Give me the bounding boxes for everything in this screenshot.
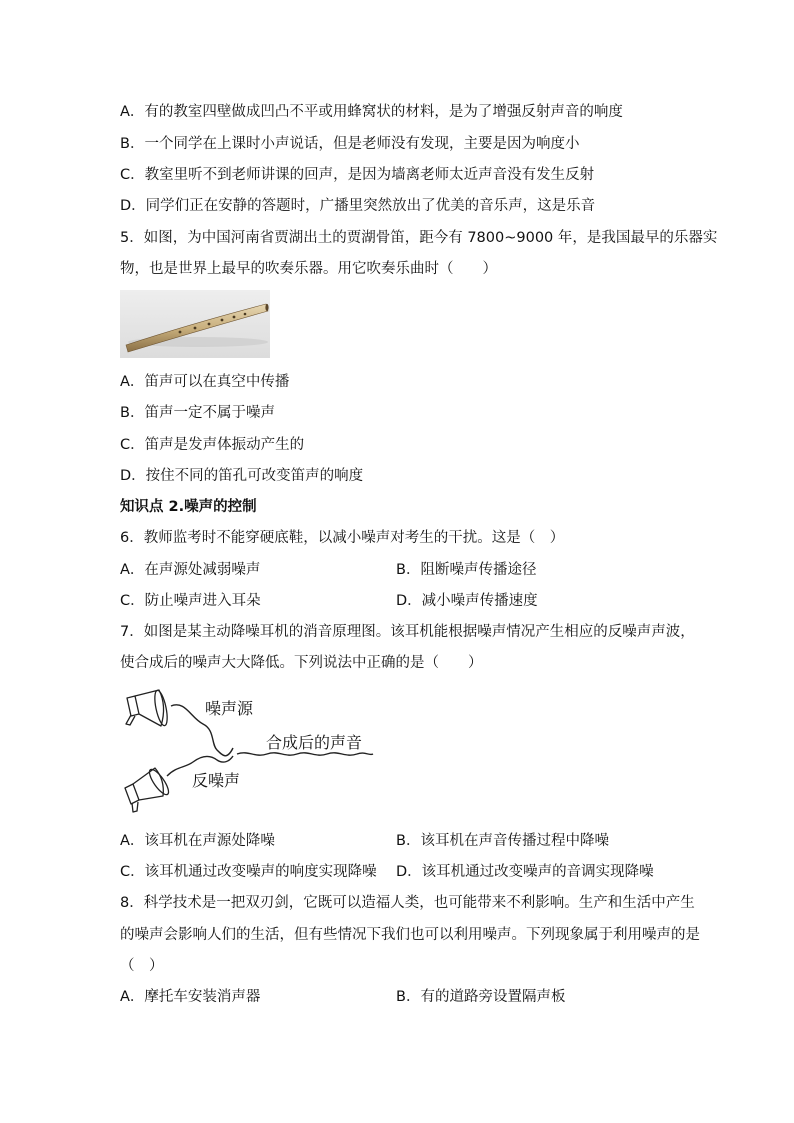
q4-option-a: A．有的教室四壁做成凹凸不平或用蜂窝状的材料，是为了增强反射声音的响度 (120, 104, 623, 120)
anti-noise-speaker-icon (125, 767, 172, 812)
noise-source-speaker-icon (126, 689, 170, 726)
bone-flute-illustration (120, 290, 270, 358)
q5-stem-line2: 物，也是世界上最早的吹奏乐器。用它吹奏乐曲时（ ） (120, 261, 497, 277)
q6-stem: 6．教师监考时不能穿硬底鞋，以减小噪声对考生的干扰。这是（ ） (120, 530, 565, 546)
combined-sound-label: 合成后的声音 (266, 733, 363, 752)
q8-stem-line3: （ ） (120, 958, 164, 974)
q5-option-d: D．按住不同的笛孔可改变笛声的响度 (120, 468, 364, 484)
q7-option-a: A．该耳机在声源处降噪 (120, 833, 275, 849)
q6-option-d: D．减小噪声传播速度 (396, 593, 538, 609)
q7-stem-line1: 7．如图是某主动降噪耳机的消音原理图。该耳机能根据噪声情况产生相应的反噪声声波， (120, 624, 695, 640)
noise-cancel-diagram (115, 684, 385, 820)
q7-option-b: B．该耳机在声音传播过程中降噪 (396, 833, 609, 849)
q7-stem-line2: 使合成后的噪声大大降低。下列说法中正确的是（ ） (120, 655, 483, 671)
q4-option-c: C．教室里听不到老师讲课的回声，是因为墙离老师太近声音没有发生反射 (120, 167, 595, 183)
q4-option-b: B．一个同学在上课时小声说话，但是老师没有发现，主要是因为响度小 (120, 136, 580, 152)
q8-stem-line2: 的噪声会影响人们的生活，但有些情况下我们也可以利用噪声。下列现象属于利用噪声的是 (120, 927, 700, 943)
combined-wave (237, 753, 373, 755)
q8-stem-line1: 8．科学技术是一把双刃剑，它既可以造福人类，也可能带来不利影响。生产和生活中产生 (120, 895, 695, 911)
q7-option-d: D．该耳机通过改变噪声的音调实现降噪 (396, 864, 654, 880)
q5-option-b: B．笛声一定不属于噪声 (120, 405, 275, 421)
q8-option-a: A．摩托车安装消声器 (120, 989, 261, 1005)
q8-option-b: B．有的道路旁设置隔声板 (396, 989, 566, 1005)
q4-option-d: D．同学们正在安静的答题时，广播里突然放出了优美的音乐声，这是乐音 (120, 198, 596, 214)
q5-option-c: C．笛声是发声体振动产生的 (120, 437, 305, 453)
noise-source-label: 噪声源 (205, 699, 254, 718)
q5-option-a: A．笛声可以在真空中传播 (120, 374, 290, 390)
q6-option-a: A．在声源处减弱噪声 (120, 562, 261, 578)
q6-option-b: B．阻断噪声传播途径 (396, 562, 537, 578)
q6-option-c: C．防止噪声进入耳朵 (120, 593, 261, 609)
anti-noise-label: 反噪声 (192, 771, 241, 790)
q5-stem-line1: 5．如图，为中国河南省贾湖出土的贾湖骨笛，距今有 7800~9000 年，是我国最早的乐器实 (120, 230, 718, 246)
section-heading: 知识点 2.噪声的控制 (120, 499, 257, 515)
q7-option-c: C．该耳机通过改变噪声的响度实现降噪 (120, 864, 377, 880)
bone-flute-photo (120, 290, 270, 358)
